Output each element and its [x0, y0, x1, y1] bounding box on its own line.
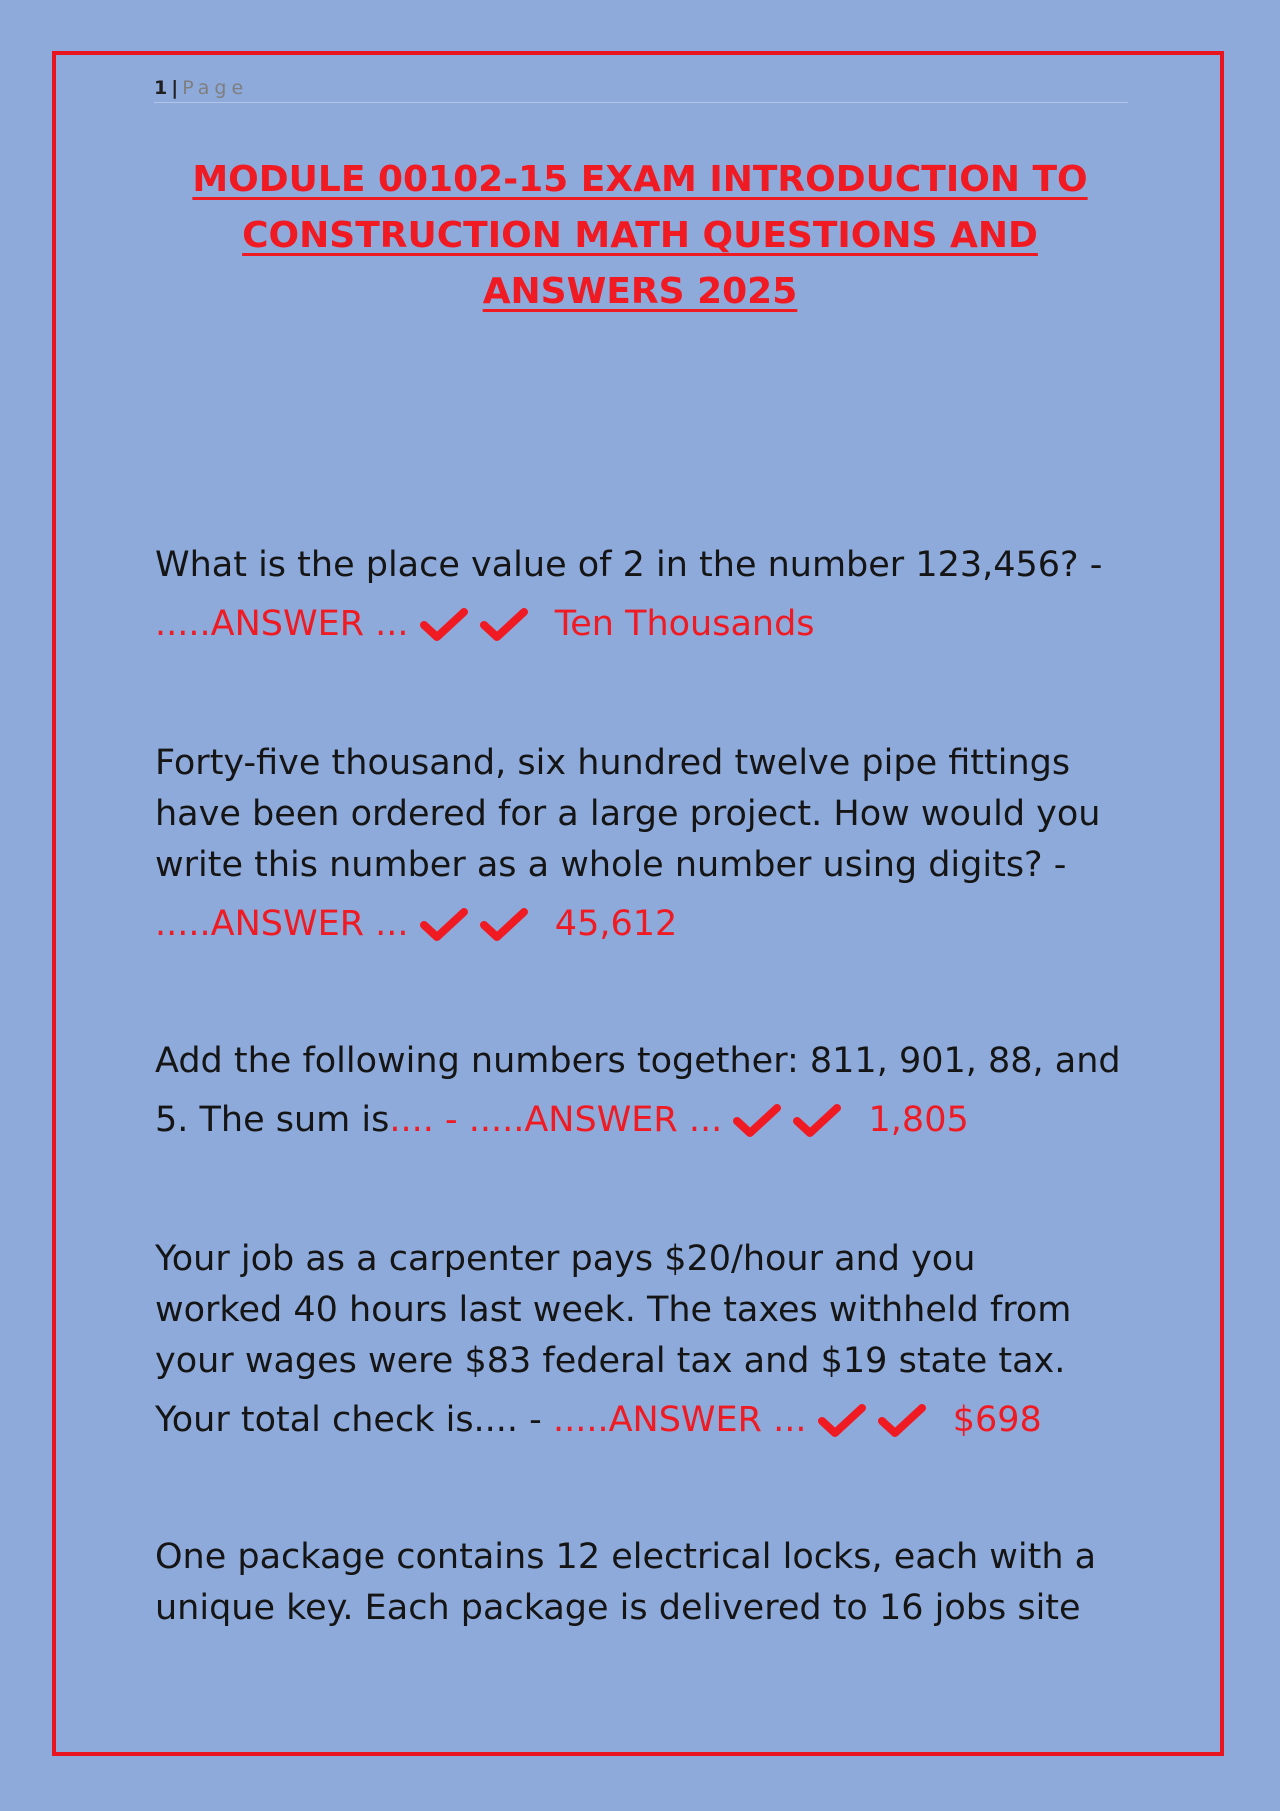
page-header [154, 74, 1128, 103]
title-line-3: ANSWERS 2025 [482, 271, 798, 312]
title-line-2: CONSTRUCTION MATH QUESTIONS AND [242, 215, 1038, 256]
question-block [155, 1532, 1135, 1634]
question-text-line: worked 40 hours last week. The taxes withheld from [155, 1290, 1072, 1330]
answer-line [155, 1087, 1135, 1153]
question-text-line: One package contains 12 electrical locks, each with a [155, 1537, 1097, 1577]
check-mark-icon [420, 607, 468, 641]
question-text-line: unique key. Each package is delivered to 16 jobs site [155, 1588, 1081, 1628]
question-block [155, 1234, 1135, 1453]
question-text-line: your wages were $83 federal tax and $19 state tax. [155, 1341, 1066, 1381]
answer-label: .....ANSWER ... [155, 904, 409, 944]
check-mark-icon [480, 907, 528, 941]
question-text-line: Forty-five thousand, six hundred twelve pipe fittings [155, 743, 1071, 783]
check-mark-icon [878, 1403, 926, 1437]
check-mark-icon [818, 1403, 866, 1437]
question-text-tail: 5. The sum is [155, 1100, 390, 1140]
answer-value: Ten Thousands [554, 604, 815, 644]
question-block [155, 738, 1135, 957]
answer-line [155, 591, 1135, 657]
page-label: Page [182, 77, 249, 99]
header-separator: | [171, 77, 179, 99]
question-block [155, 1036, 1135, 1153]
page-number: 1 [154, 77, 168, 99]
question-block [155, 540, 1135, 657]
check-mark-icon [480, 607, 528, 641]
answer-label: .....ANSWER ... [552, 1400, 807, 1440]
answer-line [155, 891, 1135, 957]
question-text-line: Your job as a carpenter pays $20/hour and you [155, 1239, 976, 1279]
answer-line [155, 1387, 1135, 1453]
question-text-line: have been ordered for a large project. How would you [155, 794, 1101, 834]
check-mark-icon [733, 1103, 781, 1137]
title-line-1: MODULE 00102-15 EXAM INTRODUCTION TO [192, 159, 1088, 200]
question-text-tail-red: .... - [389, 1100, 469, 1140]
answer-label: .....ANSWER ... [155, 604, 409, 644]
question-text-line: What is the place value of 2 in the number 123,456? - [155, 545, 1103, 585]
answer-label: .....ANSWER ... [468, 1100, 723, 1140]
answer-value: $698 [952, 1400, 1042, 1440]
question-text-line: write this number as a whole number using digits? - [155, 845, 1067, 885]
answer-value: 45,612 [554, 904, 678, 944]
question-text-line: Add the following numbers together: 811, 901, 88, and [155, 1041, 1121, 1081]
answer-value: 1,805 [868, 1100, 969, 1140]
check-mark-icon [793, 1103, 841, 1137]
document-title [150, 152, 1130, 320]
question-text-tail: Your total check is.... - [155, 1400, 553, 1440]
check-mark-icon [420, 907, 468, 941]
